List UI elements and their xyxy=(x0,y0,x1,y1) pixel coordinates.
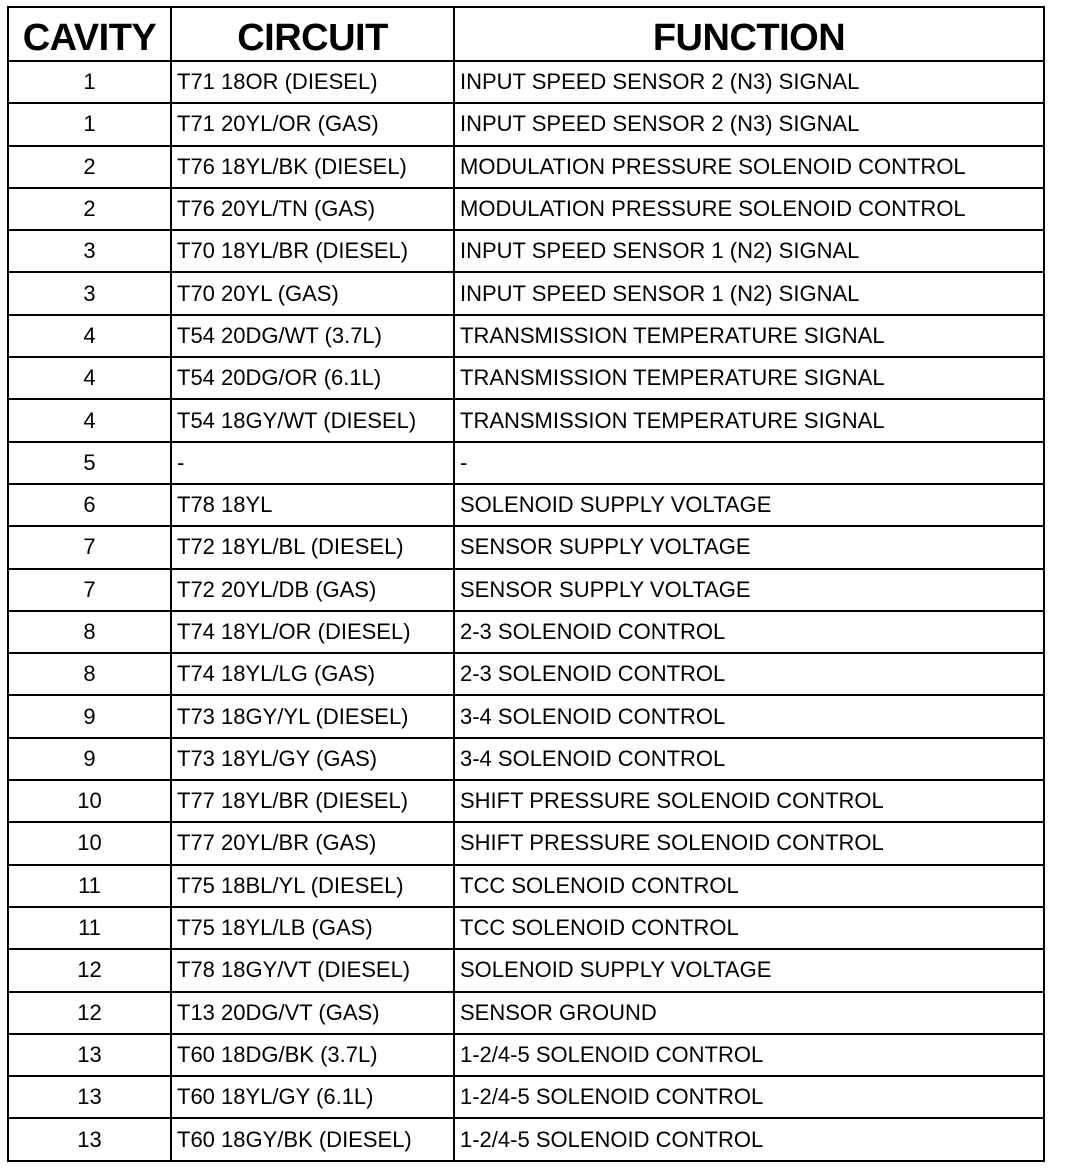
table-row xyxy=(8,230,1044,272)
function-cell: TRANSMISSION TEMPERATURE SIGNAL xyxy=(454,399,1044,441)
table-row xyxy=(8,188,1044,230)
table-row xyxy=(8,1076,1044,1118)
circuit-cell: T70 18YL/BR (DIESEL) xyxy=(171,230,454,272)
cavity-cell: 13 xyxy=(8,1076,171,1118)
table-row xyxy=(8,146,1044,188)
connector-pinout-table xyxy=(7,6,1045,1162)
circuit-cell: T74 18YL/LG (GAS) xyxy=(171,653,454,695)
connector-pinout-sheet xyxy=(7,6,1043,1162)
function-column-header: FUNCTION xyxy=(454,7,1044,61)
table-row xyxy=(8,738,1044,780)
function-cell: MODULATION PRESSURE SOLENOID CONTROL xyxy=(454,188,1044,230)
table-row xyxy=(8,272,1044,314)
function-cell: 1-2/4-5 SOLENOID CONTROL xyxy=(454,1076,1044,1118)
circuit-cell: T13 20DG/VT (GAS) xyxy=(171,992,454,1034)
table-row xyxy=(8,907,1044,949)
function-cell: 3-4 SOLENOID CONTROL xyxy=(454,738,1044,780)
circuit-cell: T54 20DG/WT (3.7L) xyxy=(171,315,454,357)
table-row xyxy=(8,1034,1044,1076)
circuit-cell: T72 18YL/BL (DIESEL) xyxy=(171,526,454,568)
header-row xyxy=(8,7,1044,61)
circuit-cell: T73 18YL/GY (GAS) xyxy=(171,738,454,780)
table-row xyxy=(8,526,1044,568)
table-row xyxy=(8,442,1044,484)
function-cell: INPUT SPEED SENSOR 1 (N2) SIGNAL xyxy=(454,230,1044,272)
cavity-cell: 2 xyxy=(8,188,171,230)
cavity-cell: 2 xyxy=(8,146,171,188)
function-cell: SENSOR GROUND xyxy=(454,992,1044,1034)
cavity-cell: 3 xyxy=(8,230,171,272)
function-cell: SHIFT PRESSURE SOLENOID CONTROL xyxy=(454,822,1044,864)
function-cell: TCC SOLENOID CONTROL xyxy=(454,865,1044,907)
function-cell: 3-4 SOLENOID CONTROL xyxy=(454,695,1044,737)
table-row xyxy=(8,61,1044,103)
cavity-cell: 5 xyxy=(8,442,171,484)
circuit-cell: T70 20YL (GAS) xyxy=(171,272,454,314)
cavity-cell: 11 xyxy=(8,907,171,949)
circuit-cell: T76 18YL/BK (DIESEL) xyxy=(171,146,454,188)
cavity-cell: 13 xyxy=(8,1118,171,1160)
table-row xyxy=(8,611,1044,653)
cavity-cell: 6 xyxy=(8,484,171,526)
function-cell: INPUT SPEED SENSOR 2 (N3) SIGNAL xyxy=(454,103,1044,145)
circuit-cell: T75 18BL/YL (DIESEL) xyxy=(171,865,454,907)
function-cell: INPUT SPEED SENSOR 1 (N2) SIGNAL xyxy=(454,272,1044,314)
circuit-cell: T77 20YL/BR (GAS) xyxy=(171,822,454,864)
cavity-cell: 11 xyxy=(8,865,171,907)
table-row xyxy=(8,780,1044,822)
function-cell: SOLENOID SUPPLY VOLTAGE xyxy=(454,949,1044,991)
circuit-cell: T60 18GY/BK (DIESEL) xyxy=(171,1118,454,1160)
cavity-cell: 7 xyxy=(8,526,171,568)
circuit-cell: T71 20YL/OR (GAS) xyxy=(171,103,454,145)
circuit-cell: T78 18GY/VT (DIESEL) xyxy=(171,949,454,991)
circuit-column-header: CIRCUIT xyxy=(171,7,454,61)
table-row xyxy=(8,315,1044,357)
table-row xyxy=(8,992,1044,1034)
circuit-cell: T74 18YL/OR (DIESEL) xyxy=(171,611,454,653)
circuit-cell: T54 20DG/OR (6.1L) xyxy=(171,357,454,399)
function-cell: SENSOR SUPPLY VOLTAGE xyxy=(454,569,1044,611)
table-row xyxy=(8,865,1044,907)
cavity-cell: 8 xyxy=(8,611,171,653)
function-cell: MODULATION PRESSURE SOLENOID CONTROL xyxy=(454,146,1044,188)
cavity-cell: 3 xyxy=(8,272,171,314)
circuit-cell: T77 18YL/BR (DIESEL) xyxy=(171,780,454,822)
function-cell: TRANSMISSION TEMPERATURE SIGNAL xyxy=(454,315,1044,357)
circuit-cell: T73 18GY/YL (DIESEL) xyxy=(171,695,454,737)
table-row xyxy=(8,103,1044,145)
function-cell: TRANSMISSION TEMPERATURE SIGNAL xyxy=(454,357,1044,399)
cavity-cell: 12 xyxy=(8,949,171,991)
circuit-cell: T76 20YL/TN (GAS) xyxy=(171,188,454,230)
function-cell: SENSOR SUPPLY VOLTAGE xyxy=(454,526,1044,568)
function-cell: SOLENOID SUPPLY VOLTAGE xyxy=(454,484,1044,526)
function-cell: INPUT SPEED SENSOR 2 (N3) SIGNAL xyxy=(454,61,1044,103)
circuit-cell: T60 18DG/BK (3.7L) xyxy=(171,1034,454,1076)
circuit-cell: T71 18OR (DIESEL) xyxy=(171,61,454,103)
table-row xyxy=(8,357,1044,399)
cavity-column-header: CAVITY xyxy=(8,7,171,61)
circuit-cell: T54 18GY/WT (DIESEL) xyxy=(171,399,454,441)
table-row xyxy=(8,399,1044,441)
table-body xyxy=(8,61,1044,1161)
table-row xyxy=(8,822,1044,864)
cavity-cell: 13 xyxy=(8,1034,171,1076)
cavity-cell: 8 xyxy=(8,653,171,695)
function-cell: 2-3 SOLENOID CONTROL xyxy=(454,611,1044,653)
function-cell: - xyxy=(454,442,1044,484)
cavity-cell: 1 xyxy=(8,61,171,103)
function-cell: TCC SOLENOID CONTROL xyxy=(454,907,1044,949)
circuit-cell: - xyxy=(171,442,454,484)
cavity-cell: 7 xyxy=(8,569,171,611)
cavity-cell: 4 xyxy=(8,315,171,357)
cavity-cell: 10 xyxy=(8,822,171,864)
cavity-cell: 10 xyxy=(8,780,171,822)
cavity-cell: 12 xyxy=(8,992,171,1034)
cavity-cell: 4 xyxy=(8,357,171,399)
table-row xyxy=(8,695,1044,737)
table-row xyxy=(8,569,1044,611)
function-cell: 2-3 SOLENOID CONTROL xyxy=(454,653,1044,695)
cavity-cell: 4 xyxy=(8,399,171,441)
table-row xyxy=(8,653,1044,695)
function-cell: 1-2/4-5 SOLENOID CONTROL xyxy=(454,1034,1044,1076)
circuit-cell: T72 20YL/DB (GAS) xyxy=(171,569,454,611)
circuit-cell: T78 18YL xyxy=(171,484,454,526)
table-row xyxy=(8,949,1044,991)
function-cell: 1-2/4-5 SOLENOID CONTROL xyxy=(454,1118,1044,1160)
table-row xyxy=(8,484,1044,526)
cavity-cell: 1 xyxy=(8,103,171,145)
cavity-cell: 9 xyxy=(8,695,171,737)
circuit-cell: T60 18YL/GY (6.1L) xyxy=(171,1076,454,1118)
table-row xyxy=(8,1118,1044,1160)
cavity-cell: 9 xyxy=(8,738,171,780)
function-cell: SHIFT PRESSURE SOLENOID CONTROL xyxy=(454,780,1044,822)
circuit-cell: T75 18YL/LB (GAS) xyxy=(171,907,454,949)
